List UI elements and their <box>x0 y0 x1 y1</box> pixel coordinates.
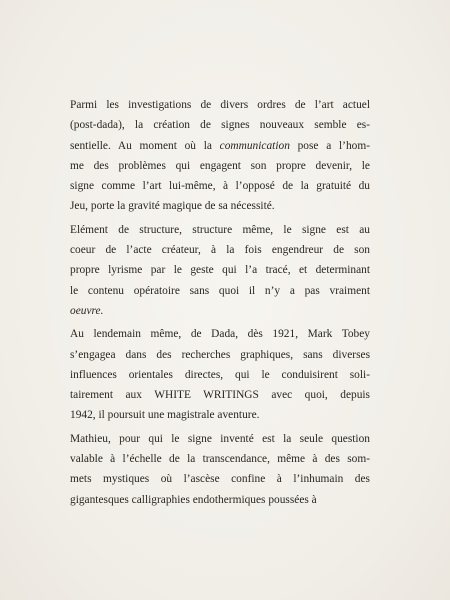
paragraph-4-line-2: valable à l’échelle de la transcendance, même à des som- <box>70 453 370 466</box>
paragraph-4-line-1: Mathieu, pour qui le signe inventé est la seule question <box>70 432 370 445</box>
paragraph-1-line-4: me des problèmes qui engagent son propre devenir, le <box>70 159 370 172</box>
paragraph-1-line-6: Jeu, porte la gravité magique de sa nécessité. <box>70 200 275 213</box>
paragraph-3-line-5: 1942, il poursuit une magistrale aventure. <box>70 409 260 422</box>
paragraph-3-line-2: s’engagea dans des recherches graphiques, sans diverses <box>70 348 370 361</box>
paragraph-1-line-2: (post-dada), la création de signes nouveaux semble es- <box>70 119 370 132</box>
paragraph-1-line-1: Parmi les investigations de divers ordres de l’art actuel <box>70 99 370 111</box>
italic-text: communication <box>219 139 290 152</box>
paragraph-1-line-5: signe comme l’art lui-même, à l’opposé de la gratuité du <box>70 180 370 193</box>
paragraph-2-line-2: coeur de l’acte créateur, à la fois engendreur de son <box>70 244 370 257</box>
paragraph-2-line-4: le contenu opératoire sans quoi il n’y a pas vraiment <box>70 284 370 297</box>
paragraph-3-line-3: influences orientales directes, qui le conduisirent soli- <box>70 368 370 381</box>
paragraph-1-line-3: sentielle. Au moment où la communication pose a l’hom- <box>70 139 370 152</box>
italic-text: oeuvre. <box>70 304 104 317</box>
paragraph-3-line-1: Au lendemain même, de Dada, dès 1921, Mark Tobey <box>70 328 370 341</box>
body-text <box>70 95 370 510</box>
paragraph-4-line-4: gigantesques calligraphies endothermiques poussées à <box>70 493 317 506</box>
paragraph-2-line-1: Elément de structure, structure même, le signe est au <box>70 223 370 236</box>
paragraph-2-line-3: propre lyrisme par le geste qui l’a tracé, et determinant <box>70 264 370 277</box>
paragraph-3-line-4: tairement aux WHITE WRITINGS avec quoi, depuis <box>70 389 370 402</box>
paragraph-2-line-5 <box>70 301 370 321</box>
paragraph-4-line-3: mets mystiques où l’ascèse confine à l’inhumain des <box>70 473 370 486</box>
